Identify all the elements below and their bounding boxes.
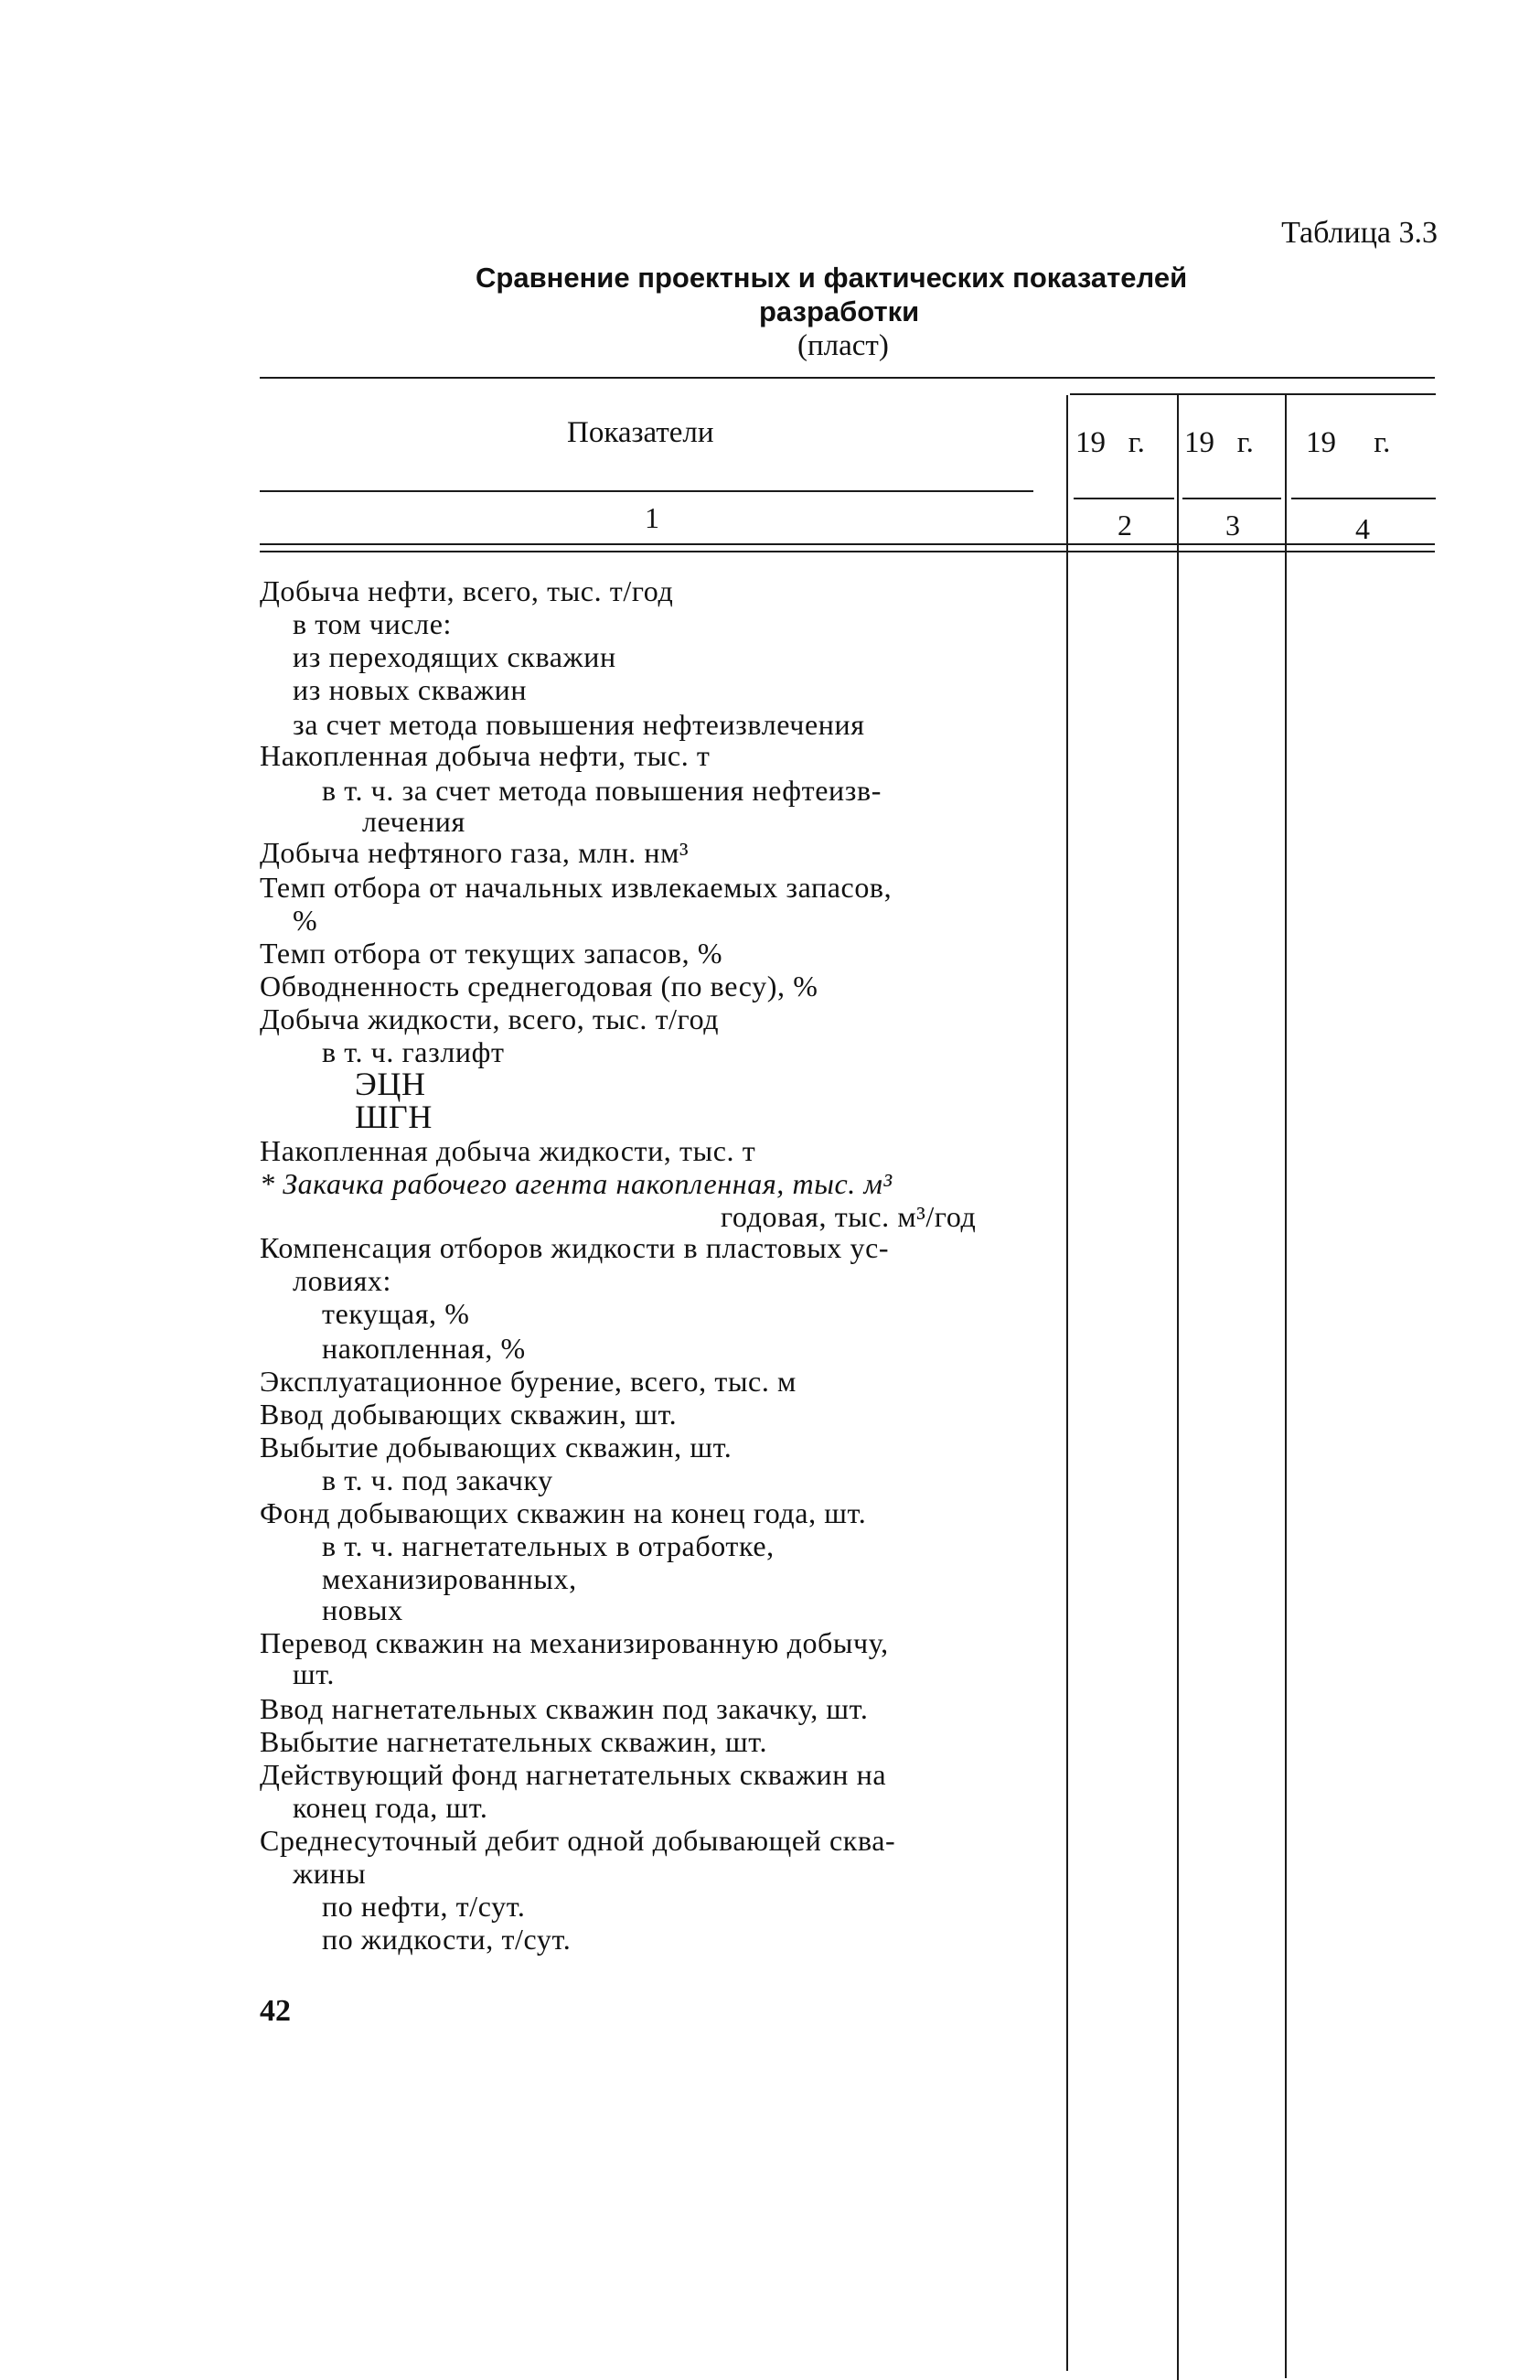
column-divider-3 xyxy=(1285,395,1287,2378)
row-mechanized: механизированных, xyxy=(322,1562,577,1595)
row-rate-initial-reserves: Темп отбора от начальных извлекаемых запасов, xyxy=(260,871,893,904)
row-liquid-production: Добыча жидкости, всего, тыс. т/год xyxy=(260,1002,720,1035)
page-number: 42 xyxy=(260,1994,291,2028)
row-including: в том числе: xyxy=(293,607,452,640)
row-retired-for-injection: в т. ч. под закачку xyxy=(322,1463,553,1496)
header-underline-col1 xyxy=(260,490,1033,492)
row-avg-daily-rate-cont: жины xyxy=(293,1857,367,1890)
row-injection-wells-commissioned: Ввод нагнетательных скважин под закачку, шт. xyxy=(260,1692,869,1725)
row-avg-daily-rate: Среднесуточный дебит одной добывающей сква- xyxy=(260,1824,896,1857)
header-year-2: 19 г. xyxy=(1184,426,1254,459)
row-compensation-cont: ловиях: xyxy=(293,1264,392,1297)
row-producing-wells-retired: Выбытие добывающих скважин, шт. xyxy=(260,1431,733,1463)
header-year-3: 19 г. xyxy=(1306,426,1391,459)
header-underline-col4 xyxy=(1291,498,1436,499)
row-from-transitional-wells: из переходящих скважин xyxy=(293,640,616,673)
row-eor-method: за счет метода повышения нефтеизвлечения xyxy=(293,708,865,741)
column-number-3: 3 xyxy=(1225,509,1240,541)
column-number-4: 4 xyxy=(1355,512,1370,545)
header-underline-col2 xyxy=(1074,498,1174,499)
table-subtitle: (пласт) xyxy=(797,329,889,362)
row-production-drilling: Эксплуатационное бурение, всего, тыс. м xyxy=(260,1365,797,1398)
column-number-2: 2 xyxy=(1118,509,1132,541)
row-rate-current-reserves: Темп отбора от текущих запасов, % xyxy=(260,937,723,970)
row-producing-wells-commissioned: Ввод добывающих скважин, шт. xyxy=(260,1398,678,1431)
row-compensation-cumulative: накопленная, % xyxy=(322,1332,526,1365)
row-active-injection-stock-cont: конец года, шт. xyxy=(293,1791,488,1824)
row-cumulative-oil-eor: в т. ч. за счет метода повышения нефтеизв- xyxy=(322,774,882,807)
row-active-injection-stock: Действующий фонд нагнетательных скважин на xyxy=(260,1758,887,1791)
table-title: Сравнение проектных и фактических показателей xyxy=(476,262,1188,294)
row-cumulative-oil: Накопленная добыча нефти, тыс. т xyxy=(260,739,711,772)
table-top-rule-right xyxy=(1070,393,1436,395)
row-producing-wells-stock: Фонд добывающих скважин на конец года, шт. xyxy=(260,1496,867,1529)
row-rate-initial-reserves-unit: % xyxy=(293,904,318,937)
header-year-1: 19 г. xyxy=(1075,426,1145,459)
header-underline-col3 xyxy=(1182,498,1281,499)
row-esp: ЭЦН xyxy=(355,1066,426,1102)
row-injection-annual: годовая, тыс. м³/год xyxy=(721,1200,977,1233)
row-rate-liquid: по жидкости, т/сут. xyxy=(322,1923,572,1956)
row-gaslift: в т. ч. газлифт xyxy=(322,1035,505,1068)
row-oil-production-total: Добыча нефти, всего, тыс. т/год xyxy=(260,574,674,607)
column-divider-1 xyxy=(1066,395,1068,2371)
body-top-rule xyxy=(260,551,1435,552)
row-gas-production: Добыча нефтяного газа, млн. нм³ xyxy=(260,836,690,869)
row-new: новых xyxy=(322,1593,403,1626)
row-injection-wells-retired: Выбытие нагнетательных скважин, шт. xyxy=(260,1725,768,1758)
row-transfer-mechanized: Перевод скважин на механизированную добычу, xyxy=(260,1626,889,1659)
row-injection-in-workoff: в т. ч. нагнетательных в отработке, xyxy=(322,1529,775,1562)
numbers-underline xyxy=(260,543,1435,545)
row-injection-cumulative: * Закачка рабочего агента накопленная, тыс. м³ xyxy=(260,1167,893,1200)
row-transfer-mechanized-unit: шт. xyxy=(293,1657,336,1690)
header-indicators: Показатели xyxy=(567,416,714,449)
row-rate-oil: по нефти, т/сут. xyxy=(322,1890,526,1923)
row-compensation: Компенсация отборов жидкости в пластовых ус- xyxy=(260,1231,890,1264)
column-number-1: 1 xyxy=(645,501,659,534)
row-cumulative-liquid: Накопленная добыча жидкости, тыс. т xyxy=(260,1134,756,1167)
row-from-new-wells: из новых скважин xyxy=(293,673,528,706)
table-label: Таблица 3.3 xyxy=(1281,216,1438,250)
column-divider-2 xyxy=(1177,395,1179,2380)
row-compensation-current: текущая, % xyxy=(322,1297,470,1330)
row-water-cut: Обводненность среднегодовая (по весу), % xyxy=(260,970,818,1002)
table-title-line2: разработки xyxy=(759,295,920,327)
row-cumulative-oil-eor-cont: лечения xyxy=(362,805,465,838)
table-top-rule xyxy=(260,377,1435,379)
row-srp: ШГН xyxy=(355,1099,433,1135)
